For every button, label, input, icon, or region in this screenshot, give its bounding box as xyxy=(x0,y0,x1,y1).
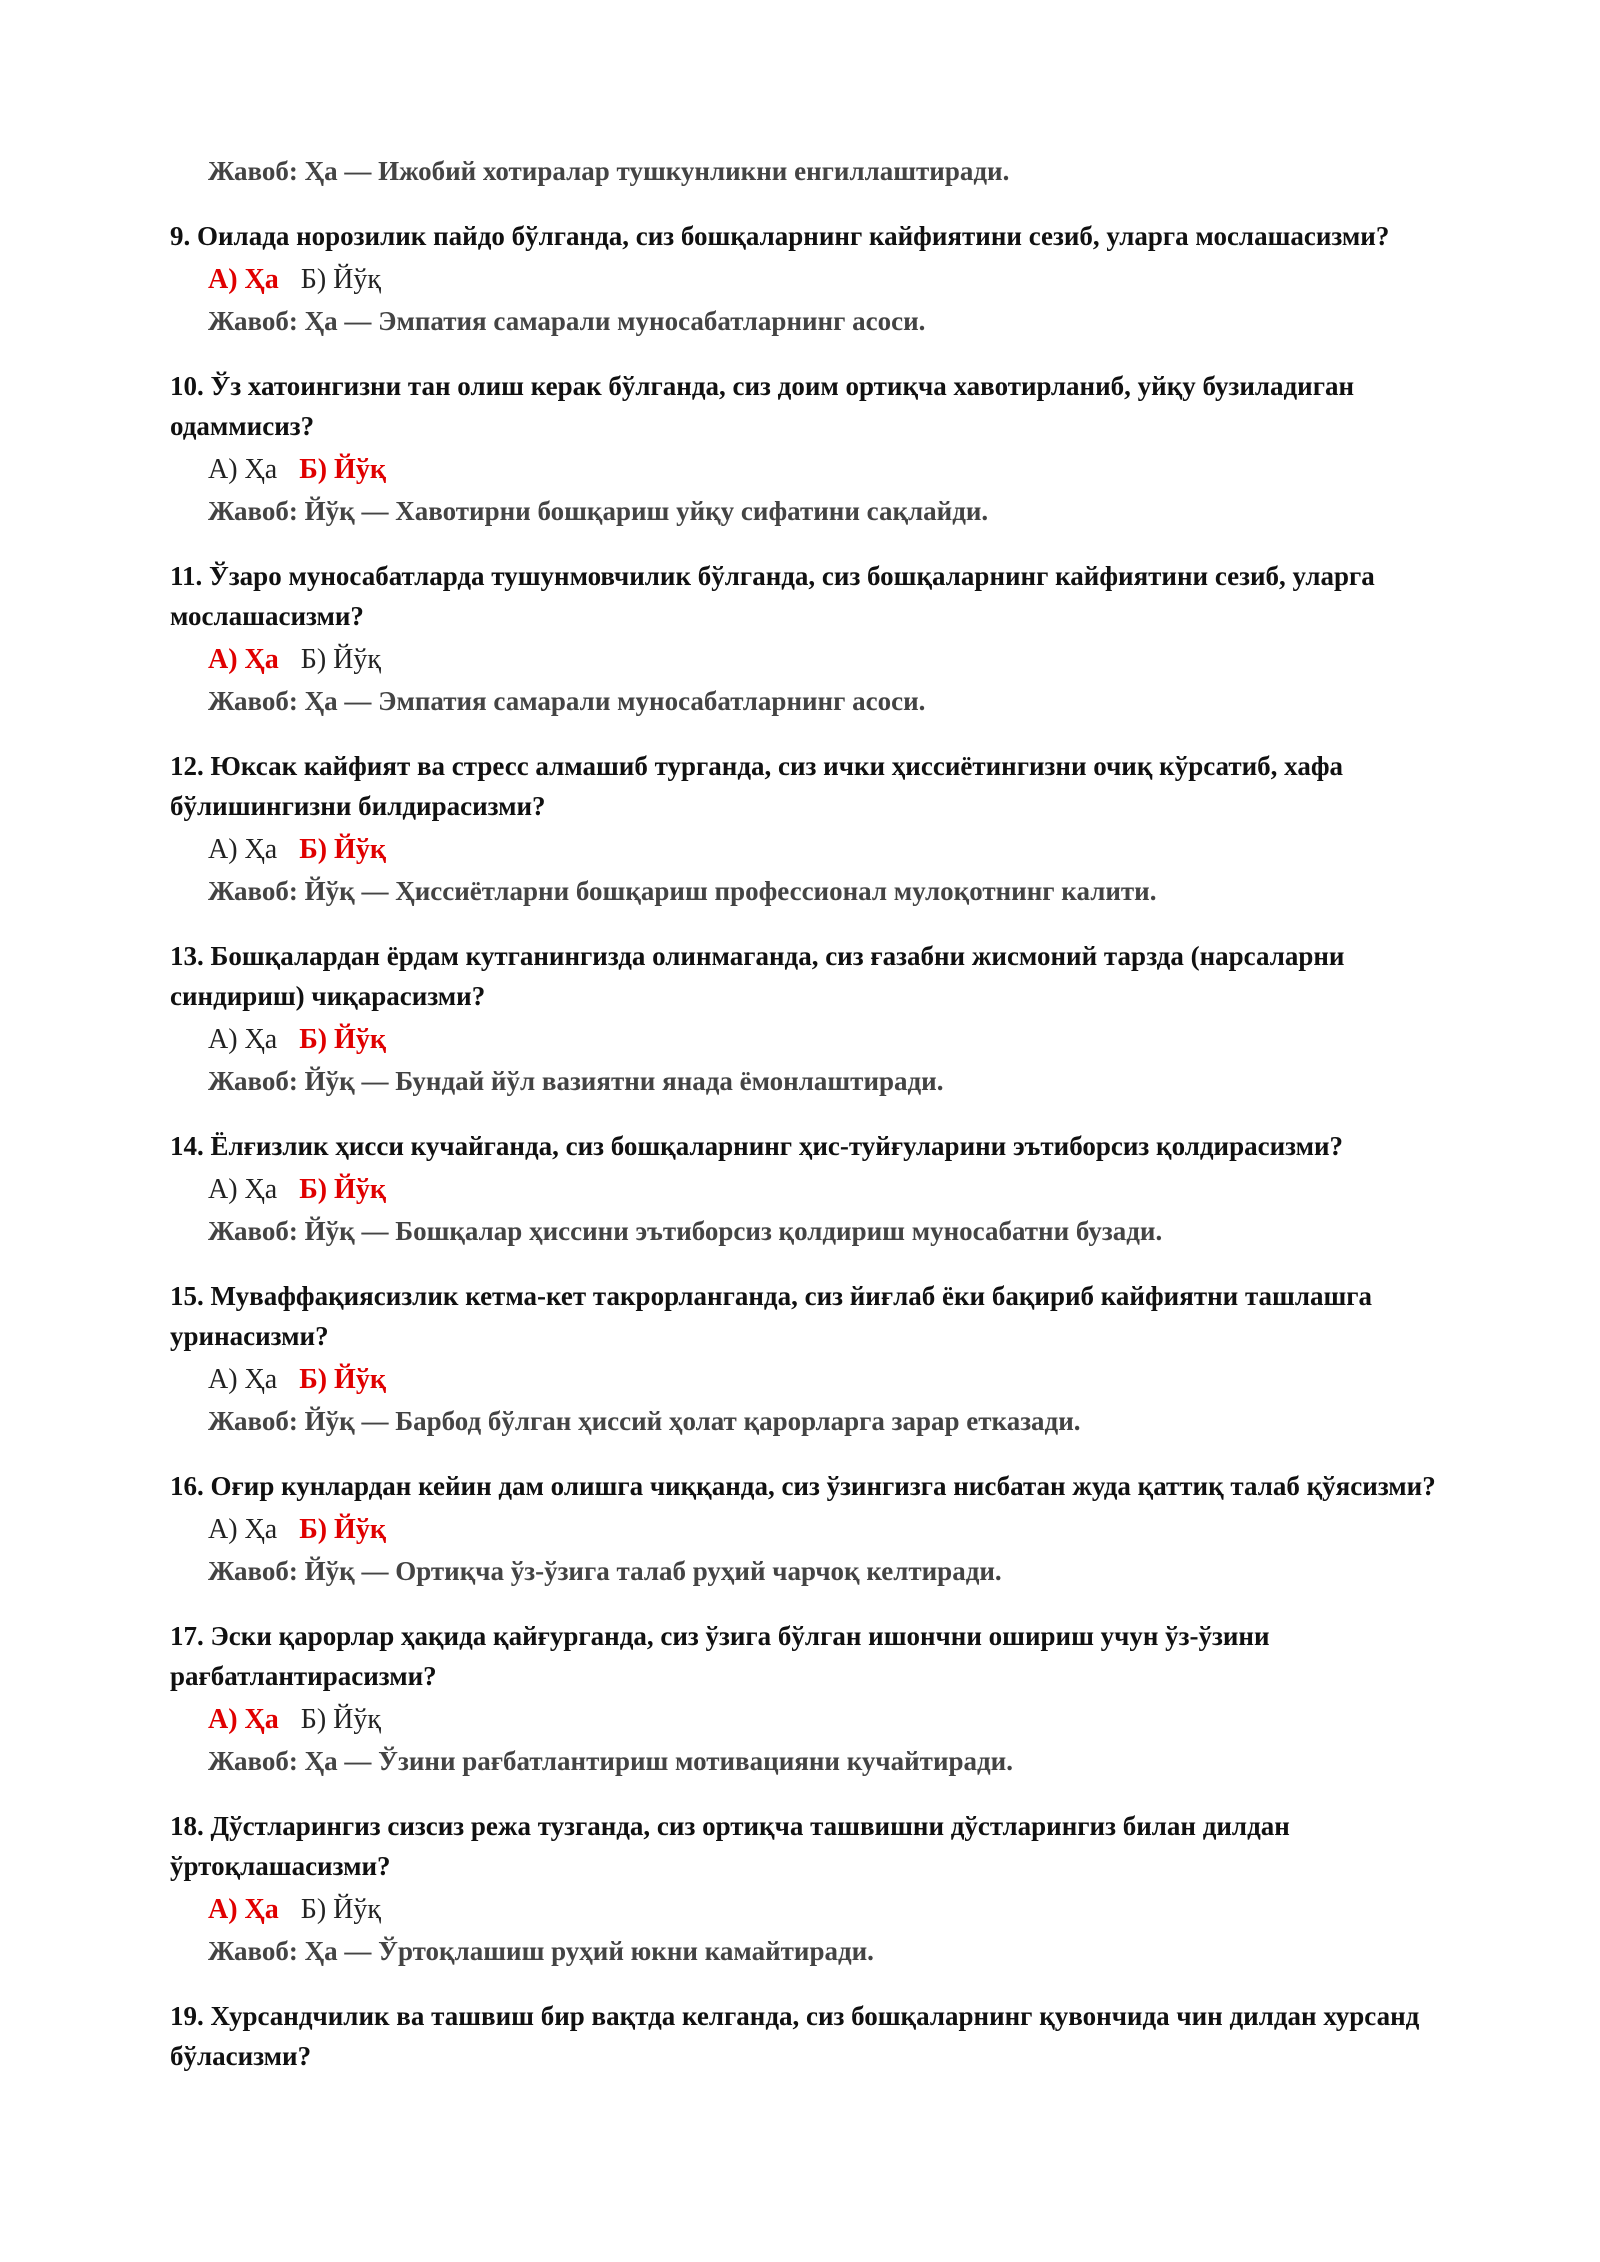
answer-options xyxy=(170,1168,1460,1212)
option-b: Б) Йўқ xyxy=(300,1704,381,1735)
question-block xyxy=(170,556,1460,720)
option-a: А) Ҳа xyxy=(208,264,279,295)
answer-options xyxy=(170,448,1460,492)
answer-line: Жавоб: Ҳа — Ўртоқлашиш руҳий юкни камайтиради. xyxy=(208,1936,874,1966)
option-a: А) Ҳа xyxy=(208,1024,278,1055)
option-b: Б) Йўқ xyxy=(299,454,386,485)
question-block xyxy=(170,1126,1460,1250)
answer-line: Жавоб: Йўқ — Хавотирни бошқариш уйқу сифатини сақлайди. xyxy=(208,496,989,526)
answer-line: Жавоб: Йўқ — Ортиқча ўз-ўзига талаб руҳий чарчоқ келтиради. xyxy=(208,1556,1002,1586)
option-a: А) Ҳа xyxy=(208,1364,278,1395)
answer-options xyxy=(170,1508,1460,1552)
option-b: Б) Йўқ xyxy=(299,834,386,865)
question-block xyxy=(170,1276,1460,1440)
option-b: Б) Йўқ xyxy=(300,1894,381,1925)
option-a: А) Ҳа xyxy=(208,644,279,675)
question-text: 10. Ўз хатоингизни тан олиш керак бўлганда, сиз доим ортиқча хавотирланиб, уйқу бузиладиган одаммисиз? xyxy=(170,371,1355,441)
question-block xyxy=(170,936,1460,1100)
question-text: 15. Муваффақиясизлик кетма-кет такрорланганда, сиз йиғлаб ёки бақириб кайфиятни ташлашга уринасизми? xyxy=(170,1281,1373,1351)
option-b: Б) Йўқ xyxy=(299,1514,386,1545)
question-block xyxy=(170,1806,1460,1970)
option-a: А) Ҳа xyxy=(208,1894,279,1925)
answer-line: Жавоб: Йўқ — Ҳиссиётларни бошқариш профессионал мулоқотнинг калити. xyxy=(208,876,1157,906)
option-b: Б) Йўқ xyxy=(299,1024,386,1055)
option-a: А) Ҳа xyxy=(208,454,278,485)
answer-line: Жавоб: Ҳа — Ижобий хотиралар тушкунликни енгиллаштиради. xyxy=(208,156,1010,186)
answer-options xyxy=(170,258,1460,302)
answer-options xyxy=(170,1698,1460,1742)
question-text: 13. Бошқалардан ёрдам кутганингизда олинмаганда, сиз ғазабни жисмоний тарзда (нарсаларни синдириш) чиқарасизми? xyxy=(170,941,1345,1011)
answer-line: Жавоб: Йўқ — Бундай йўл вазиятни янада ёмонлаштиради. xyxy=(208,1066,944,1096)
question-text: 11. Ўзаро муносабатларда тушунмовчилик бўлганда, сиз бошқаларнинг кайфиятини сезиб, уларга мослашасизми? xyxy=(170,561,1375,631)
option-a: А) Ҳа xyxy=(208,1704,279,1735)
answer-line: Жавоб: Йўқ — Бошқалар ҳиссини эътиборсиз қолдириш муносабатни бузади. xyxy=(208,1216,1163,1246)
question-block xyxy=(170,366,1460,530)
answer-line: Жавоб: Йўқ — Барбод бўлган ҳиссий ҳолат қарорларга зарар етказади. xyxy=(208,1406,1081,1436)
option-b: Б) Йўқ xyxy=(299,1174,386,1205)
option-b: Б) Йўқ xyxy=(300,264,381,295)
quiz-content xyxy=(170,152,1460,2076)
question-text: 18. Дўстларингиз сизсиз режа тузганда, сиз ортиқча ташвишни дўстларингиз билан дилдан ўртоқлашасизми? xyxy=(170,1811,1290,1881)
answer-line: Жавоб: Ҳа — Эмпатия самарали муносабатларнинг асоси. xyxy=(208,306,926,336)
answer-options xyxy=(170,1888,1460,1932)
question-text: 9. Оилада норозилик пайдо бўлганда, сиз бошқаларнинг кайфиятини сезиб, уларга мослашасизми? xyxy=(170,221,1390,251)
question-text: 16. Оғир кунлардан кейин дам олишга чиққанда, сиз ўзингизга нисбатан жуда қаттиқ талаб қўясизми? xyxy=(170,1471,1436,1501)
answer-options xyxy=(170,828,1460,872)
option-b: Б) Йўқ xyxy=(300,644,381,675)
option-a: А) Ҳа xyxy=(208,1174,278,1205)
answer-options xyxy=(170,1018,1460,1062)
answer-line: Жавоб: Ҳа — Ўзини рағбатлантириш мотивацияни кучайтиради. xyxy=(208,1746,1013,1776)
question-text: 14. Ёлғизлик ҳисси кучайганда, сиз бошқаларнинг ҳис-туйғуларини эътиборсиз қолдирасизми? xyxy=(170,1131,1344,1161)
question-block xyxy=(170,1466,1460,1590)
question-block xyxy=(170,1616,1460,1780)
option-b: Б) Йўқ xyxy=(299,1364,386,1395)
question-block xyxy=(170,1996,1460,2076)
option-a: А) Ҳа xyxy=(208,1514,278,1545)
question-block xyxy=(170,746,1460,910)
answer-options xyxy=(170,1358,1460,1402)
answer-line: Жавоб: Ҳа — Эмпатия самарали муносабатларнинг асоси. xyxy=(208,686,926,716)
question-text: 12. Юксак кайфият ва стресс алмашиб турганда, сиз ички ҳиссиётингизни очиқ кўрсатиб, хафа бўлишингизни билдирасизми? xyxy=(170,751,1343,821)
question-text: 17. Эски қарорлар ҳақида қайғурганда, сиз ўзига бўлган ишончни ошириш учун ўз-ўзини рағбатлантирасизми? xyxy=(170,1621,1270,1691)
question-list xyxy=(170,216,1460,2076)
question-text: 19. Хурсандчилик ва ташвиш бир вақтда келганда, сиз бошқаларнинг қувончида чин дилдан хурсанд бўласизми? xyxy=(170,2001,1420,2071)
option-a: А) Ҳа xyxy=(208,834,278,865)
answer-options xyxy=(170,638,1460,682)
question-block xyxy=(170,216,1460,340)
